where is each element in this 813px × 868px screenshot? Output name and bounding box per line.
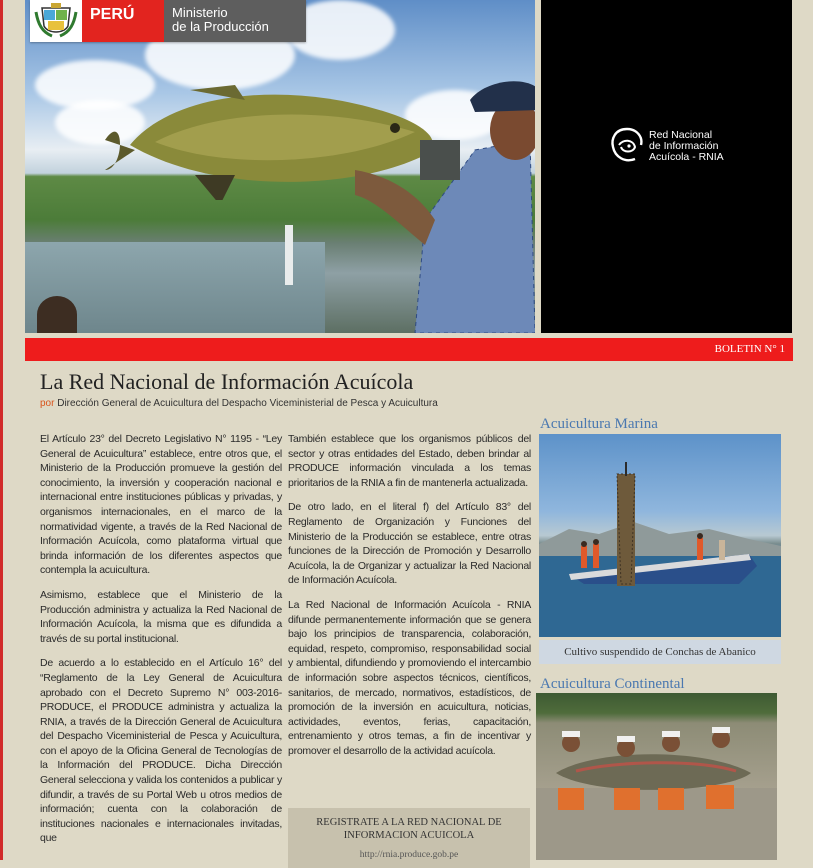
logo-country: PERÚ	[82, 0, 164, 42]
rnia-wordmark	[649, 130, 769, 163]
marine-photo	[539, 434, 781, 637]
logo-ministry	[164, 0, 306, 42]
hero-photo	[25, 0, 535, 333]
coat-of-arms-icon	[34, 2, 78, 38]
byline-prefix: por	[40, 398, 55, 409]
logo-ministry-line2: de la Producción	[172, 19, 269, 34]
child-head	[37, 296, 77, 333]
register-title[interactable]: REGISTRATE A LA RED NACIONAL DE INFORMACION ACUICOLA	[316, 817, 502, 841]
article-column-1	[40, 432, 282, 856]
article-column-2	[288, 432, 531, 768]
bulletin-number: BOLETIN N° 1	[714, 343, 785, 355]
bulletin-bar	[25, 338, 793, 361]
paragraph: También establece que los organismos públicos del sector y otras entidades del Estado, deben brindar al PRODUCE información vinculada a los temas prioritarios de la RNIA a fin de mantenerla actualizada.	[288, 433, 531, 489]
article-byline	[40, 398, 438, 409]
rnia-panel	[541, 0, 792, 333]
left-edge-stripe	[0, 0, 3, 860]
logo-ministry-line1: Ministerio	[172, 5, 228, 20]
continental-heading: Acuicultura Continental	[540, 676, 685, 692]
rnia-line3: Acuícola - RNIA	[649, 151, 724, 163]
fisherman-illustration	[355, 80, 535, 333]
pole	[285, 225, 293, 285]
paragraph: Asimismo, establece que el Ministerio de la Producción administra y actualiza la Red Nacional de Información Acuícola, la misma que es difundida a través de su portal institucional.	[40, 588, 282, 645]
byline-author: Dirección General de Acuicultura del Despacho Viceministerial de Pesca y Acuicultura	[57, 398, 438, 409]
paragraph: De otro lado, en el literal f) del Artículo 83° del Reglamento de Organización y Funciones del Ministerio de la Producción se establece, entre otras funciones de la Dirección de Promoción y Desarrollo Acuícola, la de Organizar y actualizar la Red Nacional de Información Acuícola.	[288, 501, 531, 587]
ministry-logo[interactable]	[30, 0, 306, 42]
marine-heading: Acuicultura Marina	[540, 416, 658, 432]
shed	[420, 140, 460, 180]
rnia-logo-icon	[609, 125, 645, 167]
rnia-line2: de Información	[649, 140, 719, 152]
rnia-line1: Red Nacional	[649, 129, 713, 141]
paragraph: La Red Nacional de Información Acuícola - RNIA difunde permanentemente información que se genera bajo los principios de transparencia, colaboración, equidad, respeto, compromiso, responsabilidad social y ambiental, difundiendo y promoviendo el intercambio de información sobre aspectos técnicos, científicos, sanitarios, de mercado, normativos, estadísticos, de promoción de la inversión en acuicultura, noticias, actividades, eventos, ferias, capacitación, entrenamiento y otros temas, a fin de incentivar y promover el desarrollo de la actividad acuícola.	[288, 598, 531, 757]
marine-photo-caption: Cultivo suspendido de Conchas de Abanico	[539, 640, 781, 664]
paragraph: De acuerdo a lo establecido en el Artículo 16° del “Reglamento de la Ley General de Acuicultura aprobado con el Decreto Supremo N° 003-2016-PRODUCE, el PRODUCE administra y actualiza la RNIA, a través de la Dirección General de Acuicultura del Despacho Viceministerial de Pesca y Acuicultura, con el apoyo de la Oficina General de Tecnologías de la Información del PRODUCE. Dicha Dirección General selecciona y valida los contenidos a publicar y difundir, a través de su Portal Web u otros medios de información; cuenta con la colaboración de instituciones nacionales e internacionales invitadas, que	[40, 657, 282, 845]
continental-photo	[536, 693, 777, 860]
marine-photo-illustration	[539, 434, 781, 637]
register-box[interactable]	[288, 808, 530, 868]
continental-photo-illustration	[536, 693, 777, 860]
article-title: La Red Nacional de Información Acuícola	[40, 369, 414, 394]
register-link[interactable]: http://rnia.produce.gob.pe	[359, 850, 459, 860]
paragraph: El Artículo 23° del Decreto Legislativo N° 1195 - “Ley General de Acuicultura” establece, entre otros que, el Ministerio de la Producción promueve la gestión del conocimiento, la inversión y cooperación nacional e internacional entre instituciones públicas y privadas, y organismos internacionales, en el marco de la normatividad vigente, a través de la Red Nacional de Información Acuícola, como plataforma virtual que brinda información de los diferentes aspectos que contempla la acuicultura.	[40, 433, 282, 577]
